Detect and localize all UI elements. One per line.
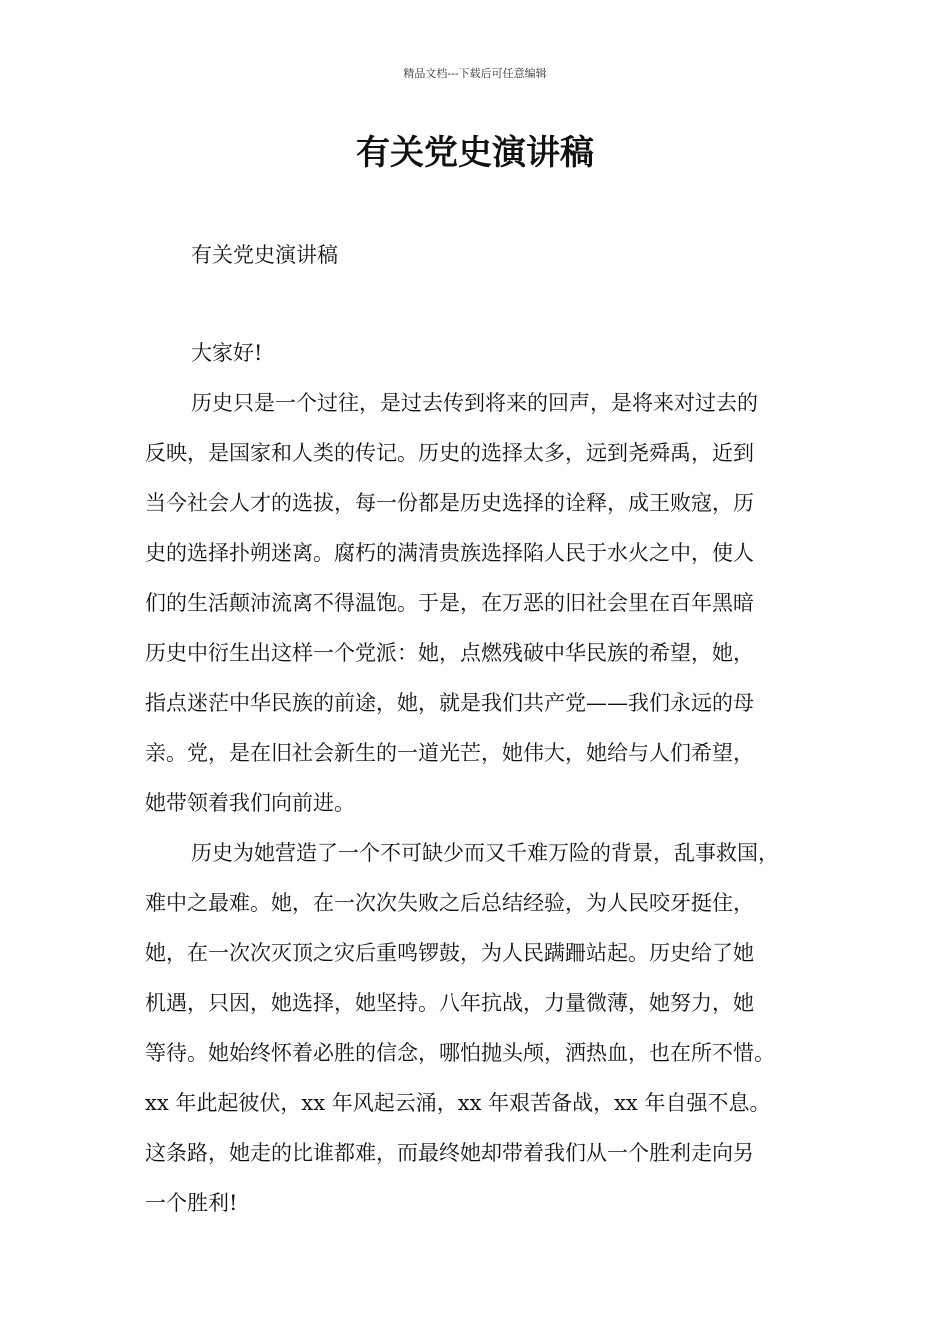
paragraph-line: 她，在一次次灭顶之灾后重鸣锣鼓，为人民蹒跚站起。历史给了她 xyxy=(145,941,754,965)
greeting-paragraph xyxy=(145,328,810,378)
paragraph-line: 反映，是国家和人类的传记。历史的选择太多，远到尧舜禹，近到 xyxy=(145,441,754,465)
document-title: 有关党史演讲稿 xyxy=(356,133,594,173)
paragraph-line: 历史中衍生出这样一个党派：她，点燃残破中华民族的希望，她， xyxy=(145,641,754,665)
greeting-line: 大家好! xyxy=(191,341,263,365)
paragraph-line: 一个胜利! xyxy=(145,1191,238,1215)
header-note: 精品文档---下载后可任意编辑 xyxy=(403,67,547,80)
paragraph-line: 史的选择扑朔迷离。腐朽的满清贵族选择陷人民于水火之中，使人 xyxy=(145,541,754,565)
paragraph-line: 机遇，只因，她选择，她坚持。八年抗战，力量微薄，她努力，她 xyxy=(145,991,754,1015)
paragraph-line: 历史只是一个过往，是过去传到将来的回声，是将来对过去的 xyxy=(191,391,758,415)
paragraph-line: 等待。她始终怀着必胜的信念，哪怕抛头颅，洒热血，也在所不惜。 xyxy=(145,1041,775,1065)
document-body xyxy=(145,230,810,1228)
paragraph-line: 她带领着我们向前进。 xyxy=(145,791,355,815)
paragraph-1 xyxy=(145,378,810,828)
paragraph-line: xx 年此起彼伏，xx 年风起云涌，xx 年艰苦备战，xx 年自强不息。 xyxy=(145,1091,771,1115)
paragraph-line: 指点迷茫中华民族的前途，她，就是我们共产党——我们永远的母 xyxy=(145,691,754,715)
paragraph-2 xyxy=(145,828,810,1228)
paragraph-line: 当今社会人才的选拔，每一份都是历史选择的诠释，成王败寇，历 xyxy=(145,491,754,515)
paragraph-line: 难中之最难。她，在一次次失败之后总结经验，为人民咬牙挺住， xyxy=(145,891,754,915)
paragraph-line: 亲。党，是在旧社会新生的一道光芒，她伟大，她给与人们希望， xyxy=(145,741,754,765)
paragraph-line: 们的生活颠沛流离不得温饱。于是，在万恶的旧社会里在百年黑暗 xyxy=(145,591,754,615)
document-subtitle: 有关党史演讲稿 xyxy=(191,243,338,267)
paragraph-line: 历史为她营造了一个不可缺少而又千难万险的背景，乱事救国， xyxy=(191,841,779,865)
paragraph-line: 这条路，她走的比谁都难，而最终她却带着我们从一个胜利走向另 xyxy=(145,1141,754,1165)
